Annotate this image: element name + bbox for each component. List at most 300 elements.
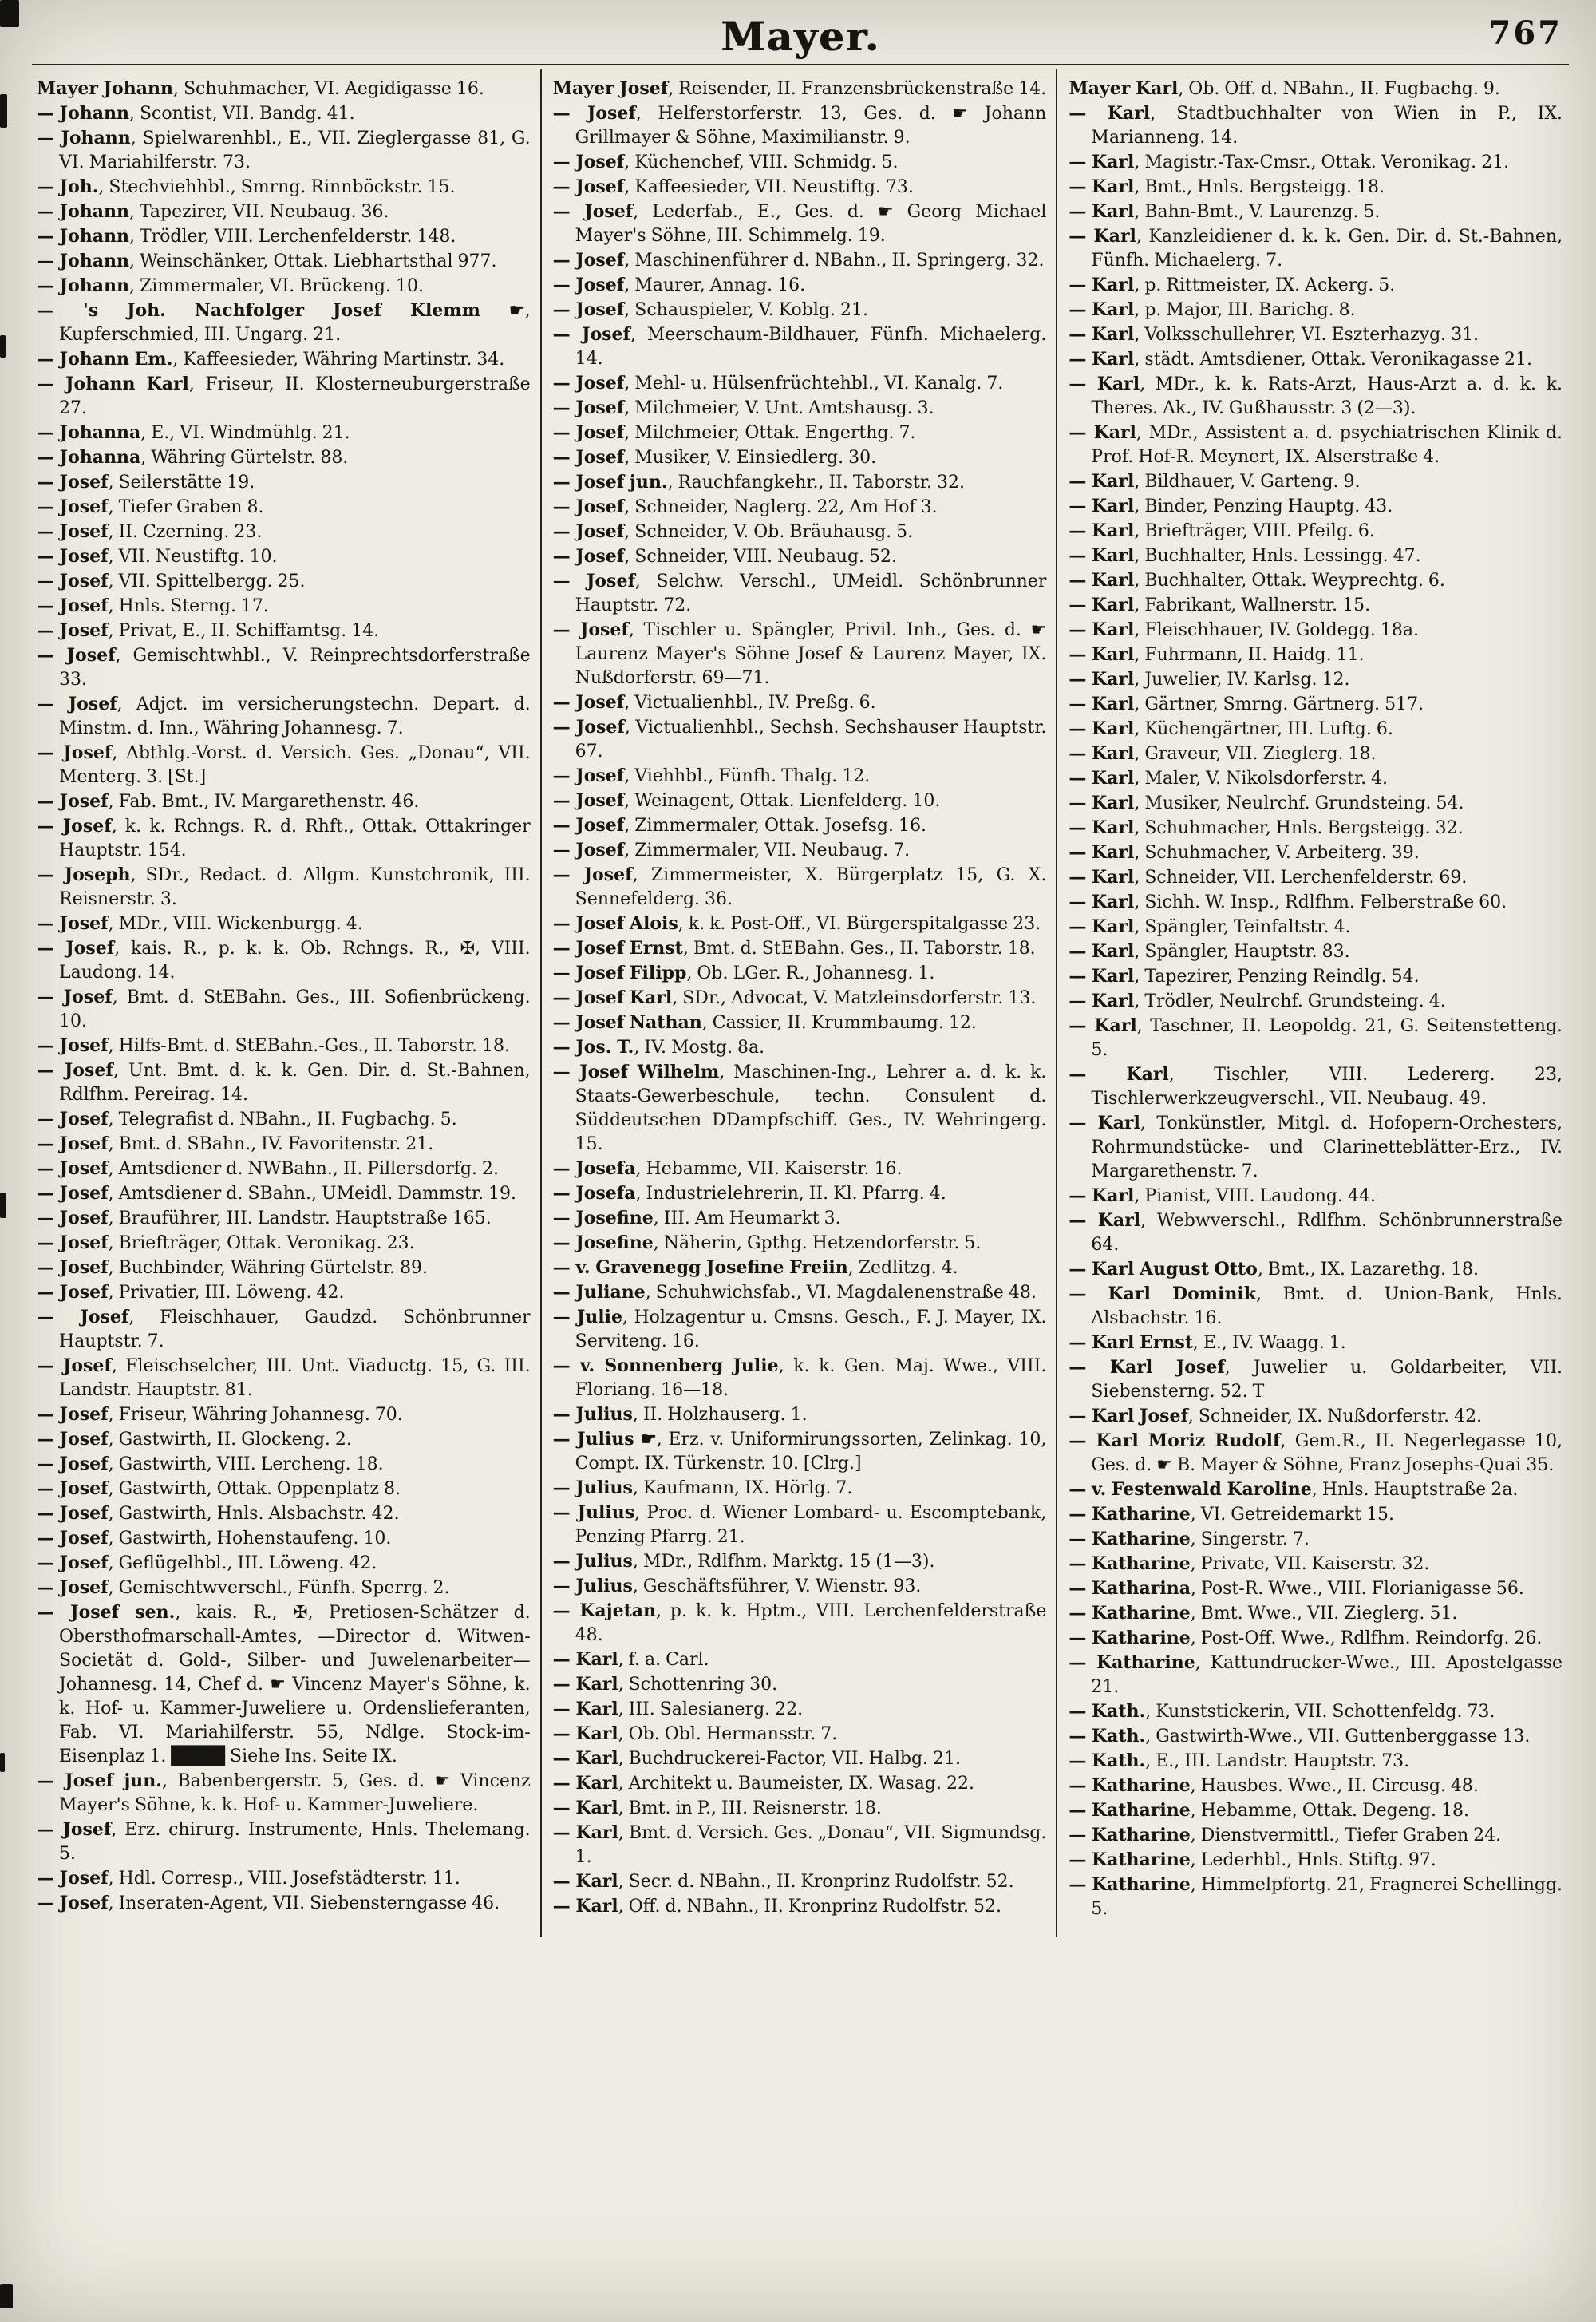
- entry-name: — Josef Nathan: [552, 1012, 702, 1033]
- scan-artifact: [0, 1753, 5, 1772]
- directory-entry: — Karl, Bmt. in P., III. Reisnerstr. 18.: [552, 1798, 882, 1818]
- entry-name: — Josef: [37, 1503, 109, 1524]
- entry-name: — Katharine: [1069, 1652, 1195, 1673]
- directory-entry: — Karl, Taschner, II. Leopoldg. 21, G. Seitenstetteng. 5.: [1069, 1015, 1563, 1060]
- entry-name: — Julius: [552, 1404, 633, 1425]
- directory-entry: — Karl, Fuhrmann, II. Haidg. 11.: [1069, 644, 1365, 665]
- directory-entry: — Josef, Privat, E., II. Schiffamtsg. 14.: [37, 620, 380, 641]
- directory-entry: — Josef, Mehl- u. Hülsenfrüchtehbl., VI. Kanalg. 7.: [552, 373, 1004, 394]
- entry-name: — Karl: [552, 1773, 618, 1794]
- directory-entry: — Julius, Kaufmann, IX. Hörlg. 7.: [552, 1477, 853, 1498]
- directory-entry: — Karl, Trödler, Neulrchf. Grundsteing. 4.: [1069, 991, 1446, 1011]
- directory-entry: — Karl, Bahn-Bmt., V. Laurenzg. 5.: [1069, 201, 1381, 222]
- entry-name: — Kath.: [1069, 1726, 1146, 1746]
- directory-entry: — Karl, Fleischhauer, IV. Goldegg. 18a.: [1069, 619, 1419, 640]
- entry-name: — Karl Dominik: [1069, 1284, 1256, 1304]
- entry-name: — Kath.: [1069, 1750, 1146, 1771]
- directory-entry: — Josef, Hilfs-Bmt. d. StEBahn.-Ges., II. Taborstr. 18.: [37, 1035, 511, 1056]
- directory-entry: — Josefine, III. Am Heumarkt 3.: [552, 1208, 841, 1228]
- entry-name: — Josef Filipp: [552, 963, 687, 983]
- directory-entry: — Josefa, Industrielehrerin, II. Kl. Pfarrg. 4.: [552, 1183, 946, 1204]
- directory-entry: — Kath., Kunststickerin, VII. Schottenfeldg. 73.: [1069, 1701, 1495, 1722]
- entry-name: — Karl Moriz Rudolf: [1069, 1430, 1281, 1451]
- entry-name: — Josef: [37, 1257, 109, 1278]
- directory-entry: — v. Sonnenberg Julie, k. k. Gen. Maj. Wwe., VIII. Floriang. 16—18.: [552, 1355, 1047, 1400]
- entry-name: — Josef: [37, 620, 109, 641]
- entry-name: — Karl: [552, 1699, 618, 1719]
- entry-name: — Johann: [37, 128, 131, 148]
- directory-entry: — Katharine, Hausbes. Wwe., II. Circusg. 48.: [1069, 1775, 1479, 1796]
- directory-entry: — Josef, Adjct. im versicherungstechn. Depart. d. Minstm. d. Inn., Währing Johannesg. 7.: [37, 694, 531, 738]
- entry-name: — Josef: [552, 398, 625, 418]
- entry-name: — Josef: [37, 472, 109, 492]
- directory-entry: — Joh., Stechviehhbl., Smrng. Rinnböckstr. 15.: [37, 176, 456, 197]
- directory-entry: — Karl, MDr., Assistent a. d. psychiatrischen Klinik d. Prof. Hof-R. Meynert, IX. Alserstraße 4.: [1069, 422, 1563, 467]
- entry-name: — Karl: [1069, 422, 1136, 443]
- directory-entry: — Josef, Milchmeier, Ottak. Engerthg. 7.: [552, 422, 916, 443]
- directory-entry: — Josefine, Näherin, Gpthg. Hetzendorferstr. 5.: [552, 1232, 982, 1253]
- directory-entry: — Johann, Trödler, VIII. Lerchenfelderstr. 148.: [37, 226, 456, 247]
- directory-entry: — Josef, Tiefer Graben 8.: [37, 496, 264, 517]
- page-title: Mayer.: [721, 13, 880, 60]
- directory-entry: — Karl Josef, Schneider, IX. Nußdorferstr. 42.: [1069, 1406, 1483, 1426]
- entry-name: — Julius: [552, 1551, 633, 1572]
- directory-entry: — Kajetan, p. k. k. Hptm., VIII. Lerchenfelderstraße 48.: [552, 1600, 1047, 1645]
- directory-entry: — Karl, Schuhmacher, V. Arbeiterg. 39.: [1069, 842, 1420, 863]
- directory-entry: — Katharine, Private, VII. Kaiserstr. 32.: [1069, 1553, 1430, 1574]
- directory-entry: — Josef, Amtsdiener d. SBahn., UMeidl. Dammstr. 19.: [37, 1183, 516, 1204]
- entry-name: — Josef: [37, 571, 109, 591]
- entry-name: — Karl: [1069, 619, 1135, 640]
- entry-name: — Josef: [552, 864, 633, 885]
- entry-name: — Josef: [552, 299, 625, 320]
- directory-entry: — Josef Karl, SDr., Advocat, V. Matzleinsdorferstr. 13.: [552, 987, 1037, 1008]
- entry-name: — Karl: [1069, 520, 1135, 541]
- directory-entry: — Josef, Gemischtwhbl., V. Reinprechtsdorferstraße 33.: [37, 645, 531, 690]
- directory-entry: — Josef, Brauführer, III. Landstr. Hauptstraße 165.: [37, 1208, 492, 1228]
- scan-artifact: [0, 0, 19, 27]
- page-header: [29, 10, 1572, 62]
- entry-name: — Karl: [552, 1871, 618, 1892]
- directory-entry: — Karl, Schottenring 30.: [552, 1674, 778, 1695]
- directory-entry: — Karl, p. Rittmeister, IX. Ackerg. 5.: [1069, 275, 1396, 295]
- entry-name: — Josef Wilhelm: [552, 1062, 720, 1082]
- entry-name: — Karl: [1069, 152, 1135, 172]
- directory-entry: — Karl, Buchdruckerei-Factor, VII. Halbg. 21.: [552, 1748, 962, 1769]
- directory-entry: — Karl Josef, Juwelier u. Goldarbeiter, VII. Siebensterng. 52. T: [1069, 1357, 1563, 1402]
- entry-name: — Karl: [1069, 496, 1135, 516]
- entry-name: — Johanna: [37, 422, 141, 443]
- entry-name: — Josef: [37, 1478, 109, 1499]
- entry-name: — Josef: [37, 546, 109, 567]
- directory-entry: — Karl August Otto, Bmt., IX. Lazarethg. 18.: [1069, 1259, 1479, 1280]
- directory-entry: — Josef, Seilerstätte 19.: [37, 472, 255, 492]
- directory-entry: Mayer Johann, Schuhmacher, VI. Aegidigasse 16.: [37, 78, 484, 99]
- directory-entry: — Josef, Hdl. Corresp., VIII. Josefstädterstr. 11.: [37, 1868, 460, 1889]
- entry-name: — Josef: [37, 913, 109, 934]
- entry-name: — Josef: [552, 447, 625, 468]
- directory-entry: — Josef, Erz. chirurg. Instrumente, Hnls. Thelemang. 5.: [37, 1819, 531, 1864]
- entry-name: — Josefine: [552, 1232, 654, 1253]
- entry-name: — Julie: [552, 1307, 622, 1327]
- column-3: [1056, 69, 1572, 1937]
- directory-entry: — Karl, Tapezirer, Penzing Reindlg. 54.: [1069, 966, 1420, 987]
- entry-name: — Karl: [552, 1748, 618, 1769]
- entry-name: — Katharine: [1069, 1849, 1191, 1870]
- directory-entry: — Karl, Pianist, VIII. Laudong. 44.: [1069, 1185, 1376, 1206]
- entry-name: — Josef: [37, 987, 113, 1007]
- entry-name: Mayer Johann: [37, 78, 173, 99]
- entry-name: — Josef: [552, 840, 625, 860]
- directory-entry: — Karl, Maler, V. Nikolsdorferstr. 4.: [1069, 768, 1389, 789]
- directory-entry: — Karl Ernst, E., IV. Waagg. 1.: [1069, 1332, 1346, 1353]
- directory-entry: — Karl, Volksschullehrer, VI. Eszterhazyg. 31.: [1069, 324, 1479, 345]
- directory-entry: — Josef, VII. Spittelbergg. 25.: [37, 571, 306, 591]
- directory-entry: — Johann, Zimmermaler, VI. Brückeng. 10.: [37, 275, 424, 296]
- entry-name: — v. Sonnenberg Julie: [552, 1355, 779, 1376]
- entry-name: — Josef: [37, 1232, 109, 1253]
- directory-entry: — v. Festenwald Karoline, Hnls. Hauptstraße 2a.: [1069, 1479, 1519, 1500]
- entry-name: — Karl: [1069, 374, 1140, 394]
- scan-artifact: [0, 1193, 6, 1218]
- directory-entry: — Josef, Zimmermeister, X. Bürgerplatz 15, G. X. Sennefelderg. 36.: [552, 864, 1047, 909]
- directory-entry: — Karl, Stadtbuchhalter von Wien in P., IX. Marianneng. 14.: [1069, 103, 1563, 148]
- directory-entry: — Josef, Hnls. Sterng. 17.: [37, 595, 269, 616]
- directory-entry: — Josef, Kaffeesieder, VII. Neustiftg. 73.: [552, 176, 914, 197]
- entry-name: — Karl: [1069, 1015, 1137, 1036]
- directory-entry: — Karl, Buchhalter, Hnls. Lessingg. 47.: [1069, 545, 1421, 566]
- entry-name: — Josef: [37, 1553, 109, 1573]
- directory-entry: — Julius, Geschäftsführer, V. Wienstr. 93.: [552, 1576, 922, 1596]
- header-rule: [32, 64, 1569, 65]
- directory-entry: — Karl, Bmt., Hnls. Bergsteigg. 18.: [1069, 176, 1385, 197]
- entry-name: — Julius ☛: [552, 1429, 657, 1450]
- directory-entry: — Josef, Selchw. Verschl., UMeidl. Schönbrunner Hauptstr. 72.: [552, 571, 1047, 615]
- entry-name: — Josef: [552, 790, 625, 811]
- entry-name: — Josefine: [552, 1208, 654, 1228]
- entry-name: — Karl Josef: [1069, 1357, 1225, 1378]
- directory-entry: — Josef Ernst, Bmt. d. StEBahn. Ges., II. Taborstr. 18.: [552, 938, 1036, 959]
- directory-entry: — Josef, Geflügelhbl., III. Löweng. 42.: [37, 1553, 377, 1573]
- directory-entry: — v. Gravenegg Josefine Freiin, Zedlitzg. 4.: [552, 1257, 958, 1278]
- directory-entry: — Josef, Schneider, V. Ob. Bräuhausg. 5.: [552, 521, 914, 542]
- directory-entry: — Karl Moriz Rudolf, Gem.R., II. Negerlegasse 10, Ges. d. ☛ B. Mayer & Söhne, Franz Josephs-Quai 35.: [1069, 1430, 1563, 1475]
- entry-name: — Karl: [552, 1674, 618, 1695]
- entry-name: — Karl: [1069, 1113, 1140, 1133]
- entry-name: — Karl Josef: [1069, 1406, 1188, 1426]
- entry-name: — Karl: [1069, 1185, 1135, 1206]
- directory-entry: — Karl, Gärtner, Smrng. Gärtnerg. 517.: [1069, 694, 1424, 714]
- directory-entry: — Johanna, Währing Gürtelstr. 88.: [37, 447, 349, 468]
- entry-name: — Josef: [552, 250, 625, 271]
- entry-name: — Johann: [37, 251, 129, 271]
- entry-name: — Josef jun.: [37, 1770, 162, 1791]
- entry-name: — Karl: [1069, 176, 1135, 197]
- directory-entry: — Josef jun., Babenbergerstr. 5, Ges. d. ☛ Vincenz Mayer's Söhne, k. k. Hof- u. Kammer-Juweliere.: [37, 1770, 531, 1815]
- entry-name: — Karl: [552, 1822, 618, 1843]
- directory-entry: — Katharine, Dienstvermittl., Tiefer Graben 24.: [1069, 1825, 1502, 1845]
- directory-entry: — Josef, Unt. Bmt. d. k. k. Gen. Dir. d. St.-Bahnen, Rdlfhm. Pereirag. 14.: [37, 1060, 531, 1105]
- directory-entry: — Karl Dominik, Bmt. d. Union-Bank, Hnls. Alsbachstr. 16.: [1069, 1284, 1563, 1328]
- directory-entry: — Karl, Magistr.-Tax-Cmsr., Ottak. Veronikag. 21.: [1069, 152, 1510, 172]
- directory-entry: — Kath., E., III. Landstr. Hauptstr. 73.: [1069, 1750, 1410, 1771]
- entry-name: — Josef: [37, 1355, 112, 1376]
- directory-entry: — Karl, Tischler, VIII. Ledererg. 23, Tischlerwerkzeugverschl., VII. Neubaug. 49.: [1069, 1064, 1563, 1109]
- directory-entry: — Katharine, Himmelpfortg. 21, Fragnerei Schellingg. 5.: [1069, 1874, 1563, 1919]
- entry-name: — Josef sen.: [37, 1602, 176, 1623]
- directory-entry: — Josef, Zimmermaler, Ottak. Josefsg. 16.: [552, 815, 926, 836]
- directory-entry: — Josef, Gastwirth, II. Glockeng. 2.: [37, 1429, 352, 1450]
- entry-name: — Karl: [1069, 595, 1135, 615]
- scan-artifact: [0, 94, 7, 128]
- entry-name: — v. Festenwald Karoline: [1069, 1479, 1312, 1500]
- entry-name: — Josef: [552, 496, 625, 517]
- directory-entry: — Katharine, Lederhbl., Hnls. Stiftg. 97.: [1069, 1849, 1436, 1870]
- directory-entry: — Karl, Juwelier, IV. Karlsg. 12.: [1069, 669, 1350, 690]
- directory-entry: — Julie, Holzagentur u. Cmsns. Gesch., F. J. Mayer, IX. Serviteng. 16.: [552, 1307, 1047, 1351]
- entry-name: — Josef: [37, 1208, 109, 1228]
- entry-name: — Karl: [1069, 324, 1135, 345]
- entry-name: — Josef: [552, 201, 634, 222]
- entry-name: — Josef: [37, 1528, 109, 1549]
- entry-name: — Josef: [37, 595, 109, 616]
- entry-name: — v. Gravenegg Josefine Freiin: [552, 1257, 848, 1278]
- directory-entry: — Karl, Secr. d. NBahn., II. Kronprinz Rudolfstr. 52.: [552, 1871, 1014, 1892]
- entry-name: — Karl: [1069, 991, 1135, 1011]
- directory-entry: — Josef, Buchbinder, Währing Gürtelstr. 89.: [37, 1257, 429, 1278]
- entry-name: — Karl: [1069, 570, 1135, 591]
- entry-name: — Karl: [552, 1649, 618, 1670]
- entry-name: — Karl: [1069, 694, 1135, 714]
- directory-entry: — Josef, Meerschaum-Bildhauer, Fünfh. Michaelerg. 14.: [552, 324, 1047, 369]
- entry-name: — Josef: [37, 816, 112, 837]
- directory-entry: — Karl, Off. d. NBahn., II. Kronprinz Rudolfstr. 52.: [552, 1896, 1001, 1917]
- directory-entry: — 's Joh. Nachfolger Josef Klemm ☛, Kupferschmied, III. Ungarg. 21.: [37, 300, 531, 345]
- directory-entry: — Josef, II. Czerning. 23.: [37, 521, 263, 542]
- directory-entry: — Johann Em., Kaffeesieder, Währing Martinstr. 34.: [37, 349, 505, 370]
- entry-name: — Josef: [552, 765, 625, 786]
- entry-name: — Katharine: [1069, 1874, 1191, 1895]
- entry-name: — Josefa: [552, 1158, 636, 1179]
- entry-name: — Karl: [1069, 644, 1135, 665]
- entry-name: — Katharine: [1069, 1529, 1191, 1549]
- directory-entry: — Josef Nathan, Cassier, II. Krummbaumg. 12.: [552, 1012, 977, 1033]
- directory-entry: — Karl, p. Major, III. Barichg. 8.: [1069, 299, 1356, 320]
- entry-name: — Josef: [37, 1060, 113, 1081]
- directory-entry: — Katharine, Bmt. Wwe., VII. Zieglerg. 51.: [1069, 1603, 1458, 1624]
- directory-entry: — Katharine, Post-Off. Wwe., Rdlfhm. Reindorfg. 26.: [1069, 1628, 1543, 1648]
- entry-name: Mayer Josef: [552, 78, 669, 99]
- directory-entry: — Josef, Lederfab., E., Ges. d. ☛ Georg Michael Mayer's Söhne, III. Schimmelg. 19.: [552, 201, 1047, 246]
- column-2: [540, 69, 1057, 1937]
- directory-entry: — Johanna, E., VI. Windmühlg. 21.: [37, 422, 350, 443]
- entry-name: — Josef: [552, 176, 625, 197]
- directory-entry: — Josef, Maschinenführer d. NBahn., II. Springerg. 32.: [552, 250, 1045, 271]
- entry-name: — Josef: [552, 815, 625, 836]
- directory-entry: — Julius, II. Holzhauserg. 1.: [552, 1404, 808, 1425]
- entry-name: — Karl: [1069, 226, 1136, 247]
- directory-entry: — Josef, Gastwirth, Hohenstaufeng. 10.: [37, 1528, 392, 1549]
- entry-name: — Katharine: [1069, 1603, 1191, 1624]
- directory-entry: — Karl, Bmt. d. Versich. Ges. „Donau“, VII. Sigmundsg. 1.: [552, 1822, 1047, 1867]
- entry-name: — Karl: [1069, 916, 1135, 937]
- directory-entry: — Katharine, VI. Getreidemarkt 15.: [1069, 1504, 1395, 1525]
- directory-entry: — Karl, Ob. Obl. Hermansstr. 7.: [552, 1723, 838, 1744]
- entry-name: — Kath.: [1069, 1701, 1146, 1722]
- directory-entry: — Johann, Tapezirer, VII. Neubaug. 36.: [37, 201, 389, 222]
- directory-entry: — Josef, Weinagent, Ottak. Lienfelderg. 10.: [552, 790, 941, 811]
- directory-entry: — Josef, Fab. Bmt., IV. Margarethenstr. 46.: [37, 791, 420, 812]
- entry-name: — Karl: [1069, 275, 1135, 295]
- entry-name: — Karl: [1069, 299, 1135, 320]
- directory-entry: — Josef, Fleischselcher, III. Unt. Viaductg. 15, G. III. Landstr. Hauptstr. 81.: [37, 1355, 531, 1400]
- directory-entry: — Kath., Gastwirth-Wwe., VII. Guttenberggasse 13.: [1069, 1726, 1531, 1746]
- directory-entry: — Josef, Friseur, Währing Johannesg. 70.: [37, 1404, 403, 1425]
- directory-entry: Mayer Karl, Ob. Off. d. NBahn., II. Fugbachg. 9.: [1069, 78, 1500, 99]
- directory-entry: — Johann, Scontist, VII. Bandg. 41.: [37, 103, 355, 124]
- entry-name: — Joh.: [37, 176, 99, 197]
- directory-entry: — Julius, MDr., Rdlfhm. Marktg. 15 (1—3).: [552, 1551, 935, 1572]
- directory-entry: — Julius, Proc. d. Wiener Lombard- u. Escomptebank, Penzing Pfarrg. 21.: [552, 1502, 1047, 1547]
- entry-name: — Kajetan: [552, 1600, 657, 1621]
- directory-entry: — Josef, Helferstorferstr. 13, Ges. d. ☛ Johann Grillmayer & Söhne, Maximilianstr. 9.: [552, 103, 1047, 148]
- directory-entry: — Josef, MDr., VIII. Wickenburgg. 4.: [37, 913, 363, 934]
- entry-name: — Karl: [1069, 1210, 1141, 1231]
- entry-name: — Karl: [1069, 768, 1135, 789]
- entry-name: — Josef: [37, 1183, 109, 1204]
- directory-entry: — Jos. T., IV. Mostg. 8a.: [552, 1037, 765, 1058]
- directory-entry: — Josef jun., Rauchfangkehr., II. Taborstr. 32.: [552, 472, 965, 492]
- directory-entry: — Josef Wilhelm, Maschinen-Ing., Lehrer a. d. k. k. Staats-Gewerbeschule, techn. Consulent d. Süddeutschen DDampfschiff. Ges., IV. Wehringerg. 15.: [552, 1062, 1047, 1154]
- directory-entry: — Josef Filipp, Ob. LGer. R., Johannesg. 1.: [552, 963, 935, 983]
- entry-name: — Karl: [1069, 545, 1135, 566]
- scan-artifact: [0, 335, 6, 358]
- entry-name: — Josef Ernst: [552, 938, 683, 959]
- entry-name: — Karl: [1069, 892, 1135, 912]
- entry-name: — Johanna: [37, 447, 141, 468]
- directory-entry: — Katharina, Post-R. Wwe., VIII. Florianigasse 56.: [1069, 1578, 1524, 1599]
- directory-entry: — Karl, Webwverschl., Rdlfhm. Schönbrunnerstraße 64.: [1069, 1210, 1563, 1255]
- entry-name: — Josef: [552, 103, 636, 124]
- entry-name: — Josef: [37, 1454, 109, 1474]
- directory-entry: — Katharine, Kattundrucker-Wwe., III. Apostelgasse 21.: [1069, 1652, 1563, 1697]
- entry-name: — Josef: [552, 717, 625, 738]
- entry-name: — Josef: [37, 1035, 109, 1056]
- entry-name: — Karl: [1069, 103, 1151, 124]
- entry-name: — Josef: [37, 791, 109, 812]
- entry-name: — Karl: [1069, 941, 1135, 962]
- directory-entry: — Karl, Schuhmacher, Hnls. Bergsteigg. 32.: [1069, 817, 1464, 838]
- directory-entry: — Karl, III. Salesianerg. 22.: [552, 1699, 804, 1719]
- entry-name: — Johann: [37, 226, 129, 247]
- scan-artifact: [0, 2284, 13, 2308]
- directory-entry: — Karl, städt. Amtsdiener, Ottak. Veronikagasse 21.: [1069, 349, 1532, 370]
- directory-entry: — Johann Karl, Friseur, II. Klosterneuburgerstraße 27.: [37, 374, 531, 418]
- directory-entry: — Karl, Küchengärtner, III. Luftg. 6.: [1069, 718, 1393, 739]
- directory-entry: — Johann, Spielwarenhbl., E., VII. Zieglergasse 81, G. VI. Mariahilferstr. 73.: [37, 128, 531, 172]
- entry-name: — Karl: [1069, 867, 1135, 888]
- entry-name: — Juliane: [552, 1282, 646, 1303]
- page-number: 767: [1488, 14, 1562, 52]
- directory-entry: — Josef, Gastwirth, VIII. Lercheng. 18.: [37, 1454, 384, 1474]
- directory-entry: — Julius ☛, Erz. v. Uniformirungssorten, Zelinkag. 10, Compt. IX. Türkenstr. 10. [Clrg.]: [552, 1429, 1047, 1474]
- entry-name: — Josef: [552, 275, 625, 295]
- directory-entry: — Katharine, Singerstr. 7.: [1069, 1529, 1310, 1549]
- column-1: [29, 69, 540, 1937]
- entry-name: — Josef: [37, 645, 116, 666]
- directory-entry: — Josef, Privatier, III. Löweng. 42.: [37, 1282, 345, 1303]
- directory-entry: — Josef, Viehhbl., Fünfh. Thalg. 12.: [552, 765, 871, 786]
- directory-entry: — Josef, Küchenchef, VIII. Schmidg. 5.: [552, 152, 899, 172]
- directory-entry: — Josef, Gastwirth, Ottak. Oppenplatz 8.: [37, 1478, 401, 1499]
- directory-entry: — Josef, VII. Neustiftg. 10.: [37, 546, 278, 567]
- entry-name: — Josefa: [552, 1183, 636, 1204]
- entry-name: — Johann Karl: [37, 374, 189, 394]
- directory-entry: — Josef Alois, k. k. Post-Off., VI. Bürgerspitalgasse 23.: [552, 913, 1041, 934]
- entry-name: — Josef: [37, 742, 113, 763]
- entry-name: — Karl: [1069, 793, 1135, 813]
- entry-name: — Katharine: [1069, 1553, 1191, 1574]
- directory-entry: — Josef, Victualienhbl., IV. Preßg. 6.: [552, 692, 876, 713]
- entry-name: — 's Joh. Nachfolger Josef Klemm ☛: [37, 300, 525, 321]
- entry-name: — Josef: [552, 692, 625, 713]
- directory-entry: — Josef, Fleischhauer, Gaudzd. Schönbrunner Hauptstr. 7.: [37, 1307, 531, 1351]
- directory-entry: — Josef, Tischler u. Spängler, Privil. Inh., Ges. d. ☛ Laurenz Mayer's Söhne Josef & Laurenz Mayer, IX. Nußdorferstr. 69—71.: [552, 619, 1047, 688]
- directory-entry: Mayer Josef, Reisender, II. Franzensbrückenstraße 14.: [552, 78, 1047, 99]
- entry-name: — Johann: [37, 103, 129, 124]
- entry-name: — Josef: [37, 496, 109, 517]
- directory-entry: — Josef, k. k. Rchngs. R. d. Rhft., Ottak. Ottakringer Hauptstr. 154.: [37, 816, 531, 860]
- directory-entry: — Josef, Bmt. d. StEBahn. Ges., III. Sofienbrückeng. 10.: [37, 987, 531, 1031]
- directory-entry: — Josef, Maurer, Annag. 16.: [552, 275, 806, 295]
- directory-entry: — Josef, Musiker, V. Einsiedlerg. 30.: [552, 447, 877, 468]
- entry-name: — Katharine: [1069, 1825, 1191, 1845]
- directory-entry: — Karl, MDr., k. k. Rats-Arzt, Haus-Arzt a. d. k. k. Theres. Ak., IV. Gußhausstr. 3 (2—3).: [1069, 374, 1563, 418]
- directory-entry: — Josef, Bmt. d. SBahn., IV. Favoritenstr. 21.: [37, 1133, 434, 1154]
- entry-name: — Josef jun.: [552, 472, 668, 492]
- entry-name: — Karl: [1069, 718, 1135, 739]
- entry-name: — Julius: [552, 1576, 633, 1596]
- entry-name: — Katharine: [1069, 1628, 1191, 1648]
- directory-entry: — Karl, f. a. Carl.: [552, 1649, 709, 1670]
- directory-entry: — Karl, Tonkünstler, Mitgl. d. Hofopern-Orchesters, Rohrmundstücke- und Clarinetteblätter-Erz., IV. Margarethenstr. 7.: [1069, 1113, 1563, 1181]
- entry-name: — Josef: [552, 546, 625, 567]
- entry-name: — Josef: [552, 619, 629, 640]
- entry-name: — Josef: [552, 373, 625, 394]
- entry-name: — Katharine: [1069, 1504, 1191, 1525]
- directory-entry: — Karl, Binder, Penzing Hauptg. 43.: [1069, 496, 1393, 516]
- entry-name: — Karl: [1069, 842, 1135, 863]
- entry-name: — Josef: [37, 694, 117, 714]
- entry-name: — Karl: [1069, 349, 1135, 370]
- directory-entry: — Josef, Gastwirth, Hnls. Alsbachstr. 42.: [37, 1503, 400, 1524]
- directory-entry: — Josef sen., kais. R., ✠, Pretiosen-Schätzer d. Obersthofmarschall-Amtes, —Director d. Witwen-Societät d. Gold-, Silber- und Juwelenarbeiter— Johannesg. 14, Chef d. ☛ Vincenz Mayer's Söhne, k. k. Hof- u. Kammer-Juweliere u. Ordenslieferanten, Fab. VI. Mariahilferstr. 55, Ndlge. Stock-im-Eisenplaz 1. ████ Siehe Ins. Seite IX.: [37, 1602, 531, 1766]
- directory-entry: — Josef, Schauspieler, V. Koblg. 21.: [552, 299, 868, 320]
- directory-entry: — Karl, Spängler, Teinfaltstr. 4.: [1069, 916, 1351, 937]
- directory-entry: — Josef, Telegrafist d. NBahn., II. Fugbachg. 5.: [37, 1109, 457, 1129]
- entry-name: — Johann Em.: [37, 349, 173, 370]
- entry-name: — Josef: [37, 1307, 129, 1327]
- entry-name: — Katharina: [1069, 1578, 1191, 1599]
- entry-name: — Josef: [37, 1577, 109, 1598]
- directory-entry: — Josef, Inseraten-Agent, VII. Siebensterngasse 46.: [37, 1893, 500, 1913]
- entry-name: — Karl: [1069, 201, 1135, 222]
- entry-name: — Karl: [1069, 1064, 1169, 1085]
- directory-entry: — Josef, kais. R., p. k. k. Ob. Rchngs. R., ✠, VIII. Laudong. 14.: [37, 938, 531, 983]
- entry-name: — Josef: [37, 1133, 109, 1154]
- directory-entry: — Josefa, Hebamme, VII. Kaiserstr. 16.: [552, 1158, 903, 1179]
- entry-name: — Karl: [1069, 669, 1135, 690]
